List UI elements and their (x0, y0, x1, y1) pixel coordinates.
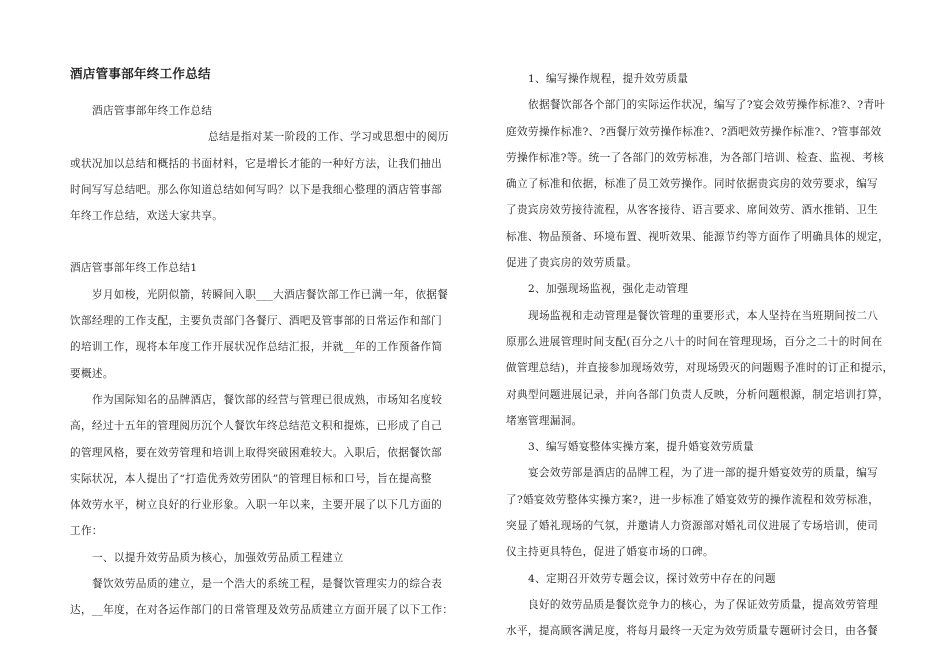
text-line: 体效劳水平，树立良好的行业形象。入职一年以来，主要开展了以下几方面的 (70, 499, 443, 512)
left-column-body (70, 98, 460, 624)
document-title: 酒店管事部年终工作总结 (70, 66, 211, 81)
text-line: 的管理风格，要在效劳管理和培训上取得突破困难较大。入职后，依据餐饮部 (70, 446, 443, 459)
text-line: 一、以提升效劳品质为核心，加强效劳品质工程建立 (92, 551, 344, 564)
text-line: 标准、物品预备、环境布置、视听效果、能源节约等方面作了明确具体的规定， (506, 230, 890, 243)
text-line: 堵塞管理漏洞。 (506, 414, 583, 427)
text-line: 要概述。 (70, 367, 114, 380)
text-line: 做管理总结)，并直接参加现场效劳，对现场毁灭的问题赐予准时的订正和提示， (506, 362, 894, 375)
text-line: 时间写写总结吧。那么你知道总结如何写吗？以下是我细心整理的酒店管事部 (70, 183, 443, 196)
text-line: 4、定期召开效劳专题会议，探讨效劳中存在的问题 (528, 572, 776, 585)
text-line: 高，经过十五年的管理阅历沉个人餐饮年终总结范文积和提炼，已形成了自己 (70, 420, 443, 433)
text-line: 庭效劳操作标准?、?西餐厅效劳操作标准?、?酒吧效劳操作标准?、?管事部效 (506, 125, 882, 138)
text-line: 对典型问题进展记录，并向各部门负责人反映，分析问题根源，制定培训打算， (506, 388, 890, 401)
text-line: 良好的效劳品质是餐饮竞争力的核心，为了保证效劳质量，提高效劳管理 (528, 598, 879, 611)
right-column-body (506, 66, 894, 645)
text-line: 仪主持更具特色，促进了婚宴市场的口碑。 (506, 546, 714, 559)
text-line: 1、编写操作规程，提升效劳质量 (528, 73, 689, 85)
text-line: 3、编写婚宴整体实操方案，提升婚宴效劳质量 (528, 441, 754, 454)
text-line: 实际状况，本人提出了“打造优秀效劳团队”的管理目标和口号，旨在提高整 (70, 472, 432, 485)
text-line: 原那么进展管理时间支配(百分之八十的时间在管理现场，百分之二十的时间在 (506, 335, 883, 348)
text-line: 总结是指对某一阶段的工作、学习或思想中的阅历 (208, 131, 449, 144)
text-line: 的培训工作，现将本年度工作开展状况作总结汇报，并就__年的工作预备作简 (70, 341, 443, 354)
text-line: 酒店管事部年终工作总结1 (70, 262, 198, 275)
text-line: 确立了标准和依据，标准了员工效劳操作。同时依据贵宾房的效劳要求，编写 (506, 178, 879, 191)
text-line: 了?婚宴效劳整体实操方案?，进一步标准了婚宴效劳的操作流程和效劳标准， (506, 493, 880, 506)
text-line: 饮部经理的工作支配，主要负责部门各餐厅、酒吧及管事部的日常运作和部门 (70, 315, 443, 328)
paragraph-gap (70, 229, 460, 255)
text-line: 现场监视和走动管理是餐饮管理的重要形式，本人坚持在当班期间按二八 (528, 309, 879, 322)
text-line: 2、加强现场监视，强化走动管理 (528, 283, 689, 296)
text-line: 岁月如梭，光阴似箭，转瞬间入职___大酒店餐饮部工作已满一年，依据餐 (92, 288, 449, 301)
text-line: 作为国际知名的品牌酒店，餐饮部的经营与管理已很成熟，市场知名度较 (92, 393, 443, 406)
text-line: 促进了贵宾房的效劳质量。 (506, 257, 638, 270)
text-line: 突显了婚礼现场的气氛，并邀请人力资源部对婚礼司仪进展了专场培训，使司 (506, 520, 879, 533)
text-line: 或状况加以总结和概括的书面材料，它是增长才能的一种好方法，让我们抽出 (70, 157, 443, 170)
left-column (70, 60, 460, 624)
text-line: 宴会效劳部是酒店的品牌工程，为了进一部的提升婚宴效劳的质量，编写 (528, 467, 879, 480)
right-column (506, 66, 894, 645)
text-line: 了贵宾房效劳接待流程，从客客接待、语言要求、席间效劳、酒水推销、卫生 (506, 204, 879, 217)
text-line: 酒店管事部年终工作总结 (92, 105, 213, 117)
text-line: 依据餐饮部各个部门的实际运作状况，编写了?宴会效劳操作标准?、?青叶 (528, 99, 886, 112)
text-line: 水平，提高顾客满足度，将每月最终一天定为效劳质量专题研讨会日，由各餐 (506, 625, 879, 638)
text-line: 劳操作标准?等。统一了各部门的效劳标准，为各部门培训、检查、监视、考核 (506, 151, 885, 164)
text-line: 餐饮效劳品质的建立，是一个浩大的系统工程，是餐饮管理实力的综合表 (92, 578, 443, 591)
text-line: 达，__年度，在对各运作部门的日常管理及效劳品质建立方面开展了以下工作： (70, 604, 454, 617)
text-line: 年终工作总结，欢送大家共享。 (70, 210, 224, 223)
text-line: 工作： (70, 525, 103, 538)
